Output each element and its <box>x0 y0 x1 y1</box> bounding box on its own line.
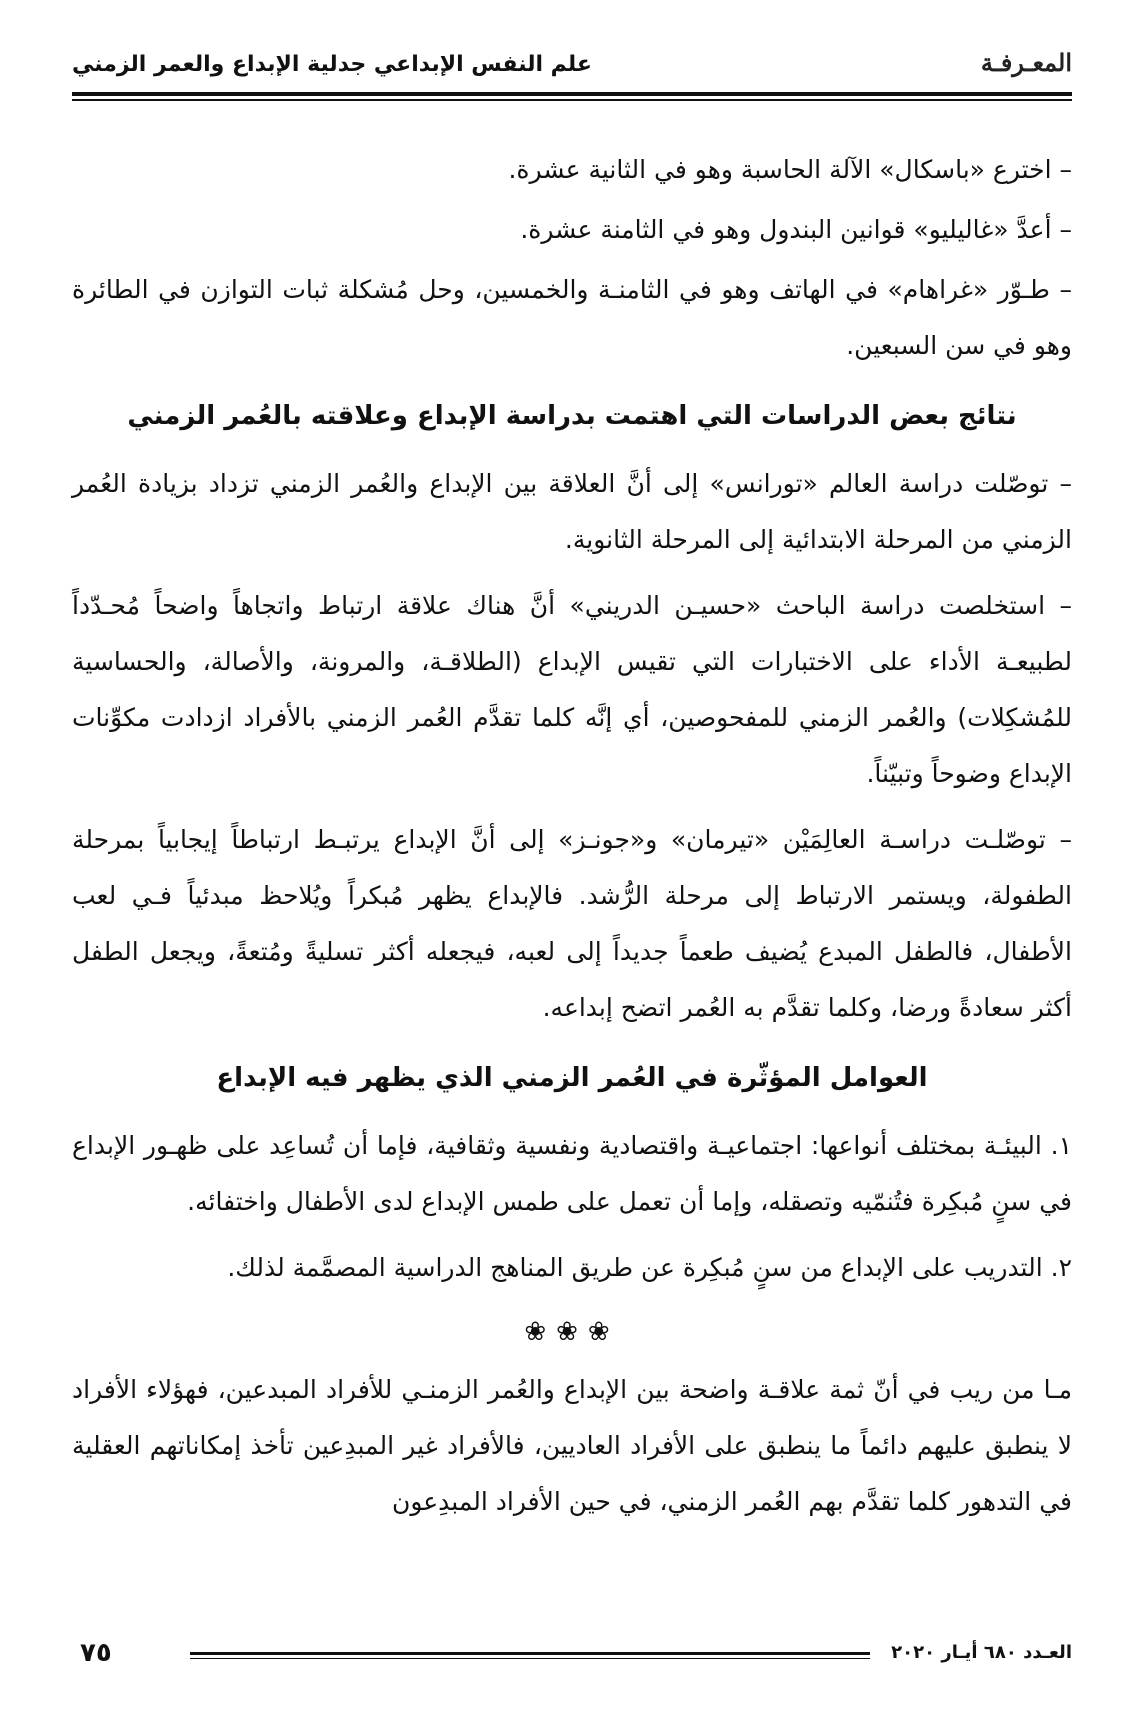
factor-item: ١. البيئـة بمختلف أنواعها: اجتماعيـة واقتصادية ونفسية وثقافية، فإما أن تُساعِد على ظهـور الإبداع في سنٍ مُبكِرة فتُنمّيه وتصقله، وإما أن تعمل على طمس الإبداع لدى الأطفال واختفائه. <box>72 1131 1072 1216</box>
issue-info: العـدد ٦٨٠ أيـار ٢٠٢٠ <box>891 1642 1072 1663</box>
page-number: ٧٥ <box>80 1638 112 1668</box>
intro-item: – طـوّر «غراهام» في الهاتف وهو في الثامنـة والخمسين، وحل مُشكلة ثبات التوازن في الطائرة وهو في سن السبعين. <box>72 275 1072 360</box>
footer-rule-thick <box>190 1652 870 1655</box>
intro-item: – اخترع «باسكال» الآلة الحاسبة وهو في الثانية عشرة. <box>508 155 1072 184</box>
flower-ornament-icon: ❀❀❀ <box>524 1317 620 1347</box>
factor-item: ٢. التدريب على الإبداع من سنٍ مُبكِرة عن طريق المناهج الدراسية المصمَّمة لذلك. <box>227 1253 1072 1282</box>
study-paragraph: – توصّلـت دراسـة العالِمَيْن «تيرمان» و«جونـز» إلى أنَّ الإبداع يرتبـط ارتباطاً إيجابياً بمرحلة الطفولة، ويستمر الارتباط إلى مرحلة الرُّشد. فالإبداع يظهر مُبكراً ويُلاحظ مبدئياً فـي لعب الأطفال، فالطفل المبدع يُضيف طعماً جديداً إلى لعبه، فيجعله أكثر تسليةً ومُتعةً، ويجعل الطفل أكثر سعادةً ورضا، وكلما تقدَّم به العُمر اتضح إبداعه. <box>72 825 1072 1022</box>
page-header <box>72 40 1072 90</box>
study-paragraph: – توصّلت دراسة العالم «تورانس» إلى أنَّ العلاقة بين الإبداع والعُمر الزمني تزداد بزيادة العُمر الزمني من المرحلة الابتدائية إلى المرحلة الثانوية. <box>72 469 1072 554</box>
closing-paragraph: مـا من ريب في أنّ ثمة علاقـة واضحة بين الإبداع والعُمر الزمنـي للأفراد المبدعين، فهؤلاء الأفراد لا ينطبق عليهم دائماً ما ينطبق على الأفراد العاديين، فالأفراد غير المبدِعين تأخذ إمكاناتهم العقلية في التدهور كلما تقدَّم بهم العُمر الزمني، في حين الأفراد المبدِعون <box>72 1375 1072 1516</box>
page-footer <box>72 1638 1072 1678</box>
article-body <box>72 142 1072 1540</box>
study-paragraph: – استخلصت دراسة الباحث «حسيـن الدريني» أنَّ هناك علاقة ارتباط واتجاهاً واضحاً مُحـدّداً لطبيعـة الأداء على الاختبارات التي تقيس الإبداع (الطلاقـة، والمرونة، والأصالة، والحساسية للمُشكِلات) والعُمر الزمني للمفحوصين، أي إنَّه كلما تقدَّم العُمر الزمني بالأفراد ازدادت مكوِّنات الإبداع وضوحاً وتبيّناً. <box>72 591 1072 788</box>
journal-logo: المعـرفـة <box>980 48 1072 77</box>
header-rule-thin <box>72 99 1072 101</box>
footer-rule-thin <box>190 1658 870 1659</box>
header-rule-thick <box>72 92 1072 96</box>
section-heading-factors: العوامل المؤثّرة في العُمر الزمني الذي يظهر فيه الإبداع <box>216 1063 928 1093</box>
intro-item: – أعدَّ «غاليليو» قوانين البندول وهو في الثامنة عشرة. <box>520 215 1072 244</box>
section-heading-studies: نتائج بعض الدراسات التي اهتمت بدراسة الإبداع وعلاقته بالعُمر الزمني <box>127 401 1017 431</box>
running-title: علم النفس الإبداعي جدلية الإبداع والعمر الزمني <box>72 52 592 77</box>
